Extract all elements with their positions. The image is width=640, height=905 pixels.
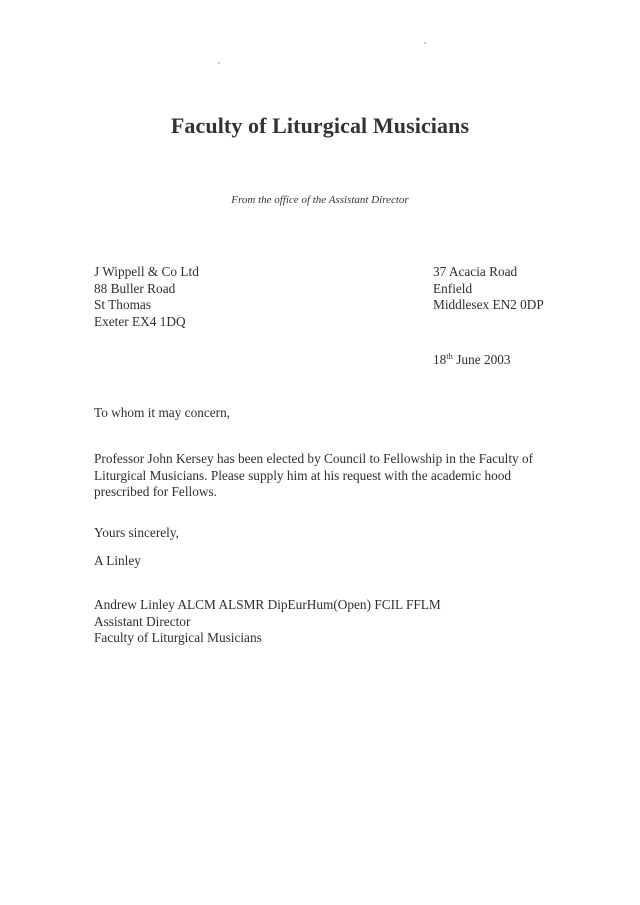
recipient-address [94, 264, 199, 330]
sender-address-line: 37 Acacia Road [433, 264, 518, 279]
sender-address [433, 264, 544, 314]
letter-date [433, 352, 511, 368]
recipient-address-line: Exeter EX4 1DQ [94, 313, 186, 329]
signatory-title: Assistant Director [94, 613, 191, 629]
date-ordinal: th [446, 351, 453, 361]
signature-block [94, 597, 441, 647]
letter-body: Professor John Kersey has been elected by Council to Fellowship in the Faculty of Liturgical Musicians. Please supply him at his request with the academic hood prescribed for Fellows. [94, 451, 534, 499]
recipient-address-line: J Wippell & Co Ltd [94, 264, 199, 279]
signature: A Linley [94, 553, 141, 568]
salutation: To whom it may concern, [94, 405, 231, 420]
scan-speck [218, 62, 220, 64]
scan-speck [424, 42, 426, 44]
letterhead-title: Faculty of Liturgical Musicians [170, 113, 470, 138]
signatory-organization: Faculty of Liturgical Musicians [94, 630, 262, 645]
sender-address-line: Enfield [433, 280, 473, 296]
signatory-name: Andrew Linley ALCM ALSMR DipEurHum(Open) FCIL FFLM [94, 597, 441, 612]
recipient-address-line: St Thomas [94, 297, 152, 312]
recipient-address-line: 88 Buller Road [94, 280, 176, 296]
date-day: 18 [433, 352, 447, 367]
letterhead-subtitle: From the office of the Assistant Director [231, 194, 409, 206]
sender-address-line: Middlesex EN2 0DP [433, 297, 544, 312]
closing: Yours sincerely, [94, 525, 179, 540]
date-month-year: June 2003 [456, 352, 511, 367]
